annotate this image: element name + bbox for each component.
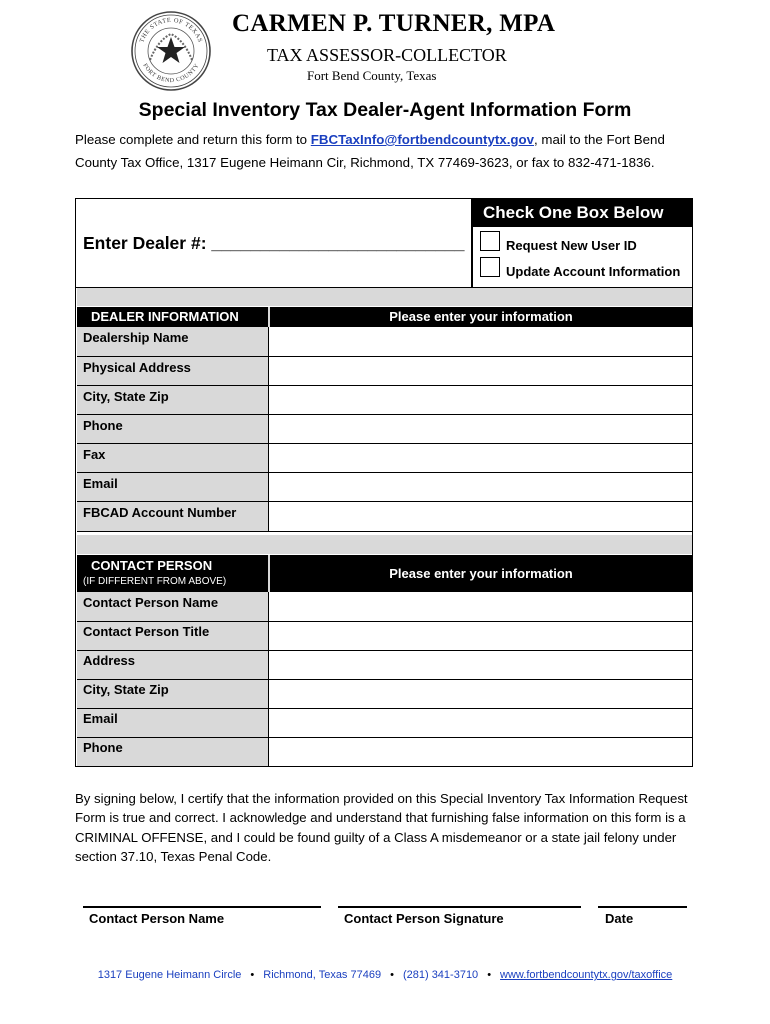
signature-line[interactable] xyxy=(338,906,581,908)
dealer-column-heading: Please enter your information xyxy=(270,307,692,327)
contact-city-state-zip-input[interactable] xyxy=(268,680,692,708)
separator-dot: • xyxy=(487,969,492,981)
field-label-contact-email: Email xyxy=(77,709,268,737)
physical-address-input[interactable] xyxy=(268,357,692,385)
contact-column-heading: Please enter your information xyxy=(270,555,692,592)
signature-line[interactable] xyxy=(598,906,687,908)
field-label-fbcad-account: FBCAD Account Number xyxy=(77,502,268,531)
form-title: Special Inventory Tax Dealer-Agent Information Form xyxy=(138,99,632,121)
footer-address: 1317 Eugene Heimann Circle xyxy=(97,969,242,981)
seal-bottom-text: FORT BEND COUNTY xyxy=(141,62,201,85)
footer-website-link[interactable]: www.fortbendcountytx.gov/taxoffice xyxy=(500,969,673,981)
phone-input[interactable] xyxy=(268,415,692,443)
intro-text-continued: , mail to the Fort Bend County Tax Office, 1317 Eugene Heimann Cir, Richmond, TX 77469-3623, or fax to 832-471-1836. xyxy=(75,132,665,170)
contact-email-input[interactable] xyxy=(268,709,692,737)
footer-city: Richmond, Texas 77469 xyxy=(263,969,382,981)
request-new-user-label: Request New User ID xyxy=(506,238,637,253)
field-label-email: Email xyxy=(77,473,268,501)
separator-dot: • xyxy=(390,969,394,981)
fax-input[interactable] xyxy=(268,444,692,472)
intro-text: Please complete and return this form to xyxy=(75,132,311,147)
contact-title-input[interactable] xyxy=(268,622,692,650)
form-instructions xyxy=(75,128,675,174)
field-label-city-state-zip: City, State Zip xyxy=(77,386,268,414)
date-label: Date xyxy=(605,911,634,926)
field-label-contact-phone: Phone xyxy=(77,738,268,766)
update-account-checkbox[interactable] xyxy=(480,257,500,277)
official-name: CARMEN P. TURNER, MPA xyxy=(232,10,556,37)
request-new-user-checkbox[interactable] xyxy=(480,231,500,251)
field-label-fax: Fax xyxy=(77,444,268,472)
row-divider xyxy=(77,531,692,532)
certification-statement: By signing below, I certify that the information provided on this Special Inventory Tax Information Request Form is true and correct. I acknowledge and understand that furnishing false information on this form is a CRIMINAL OFFENSE, and I could be found guilty of a Class A misdemeanor or a state jail felony under section 37.10, Texas Penal Code. xyxy=(75,791,688,864)
email-input[interactable] xyxy=(268,473,692,501)
city-state-zip-input[interactable] xyxy=(268,386,692,414)
spacer-band xyxy=(77,535,692,554)
dealer-number-field[interactable]: Enter Dealer #: __________________________ xyxy=(83,233,465,253)
contact-signature-label: Contact Person Signature xyxy=(344,911,504,926)
check-box-heading: Check One Box Below xyxy=(473,199,692,227)
official-role: TAX ASSESSOR-COLLECTOR xyxy=(267,45,507,65)
footer xyxy=(0,969,770,981)
email-link[interactable]: FBCTaxInfo@fortbendcountytx.gov xyxy=(310,132,535,147)
field-label-physical-address: Physical Address xyxy=(77,357,268,385)
address-input[interactable] xyxy=(268,651,692,679)
contact-person-subtitle: (IF DIFFERENT FROM ABOVE) xyxy=(83,576,227,587)
spacer-band xyxy=(77,288,692,306)
dealer-information-heading: DEALER INFORMATION xyxy=(77,307,268,327)
contact-name-input[interactable] xyxy=(268,592,692,621)
field-label-contact-name: Contact Person Name xyxy=(77,592,268,621)
field-label-dealership-name: Dealership Name xyxy=(77,327,268,356)
update-account-label: Update Account Information xyxy=(506,264,681,279)
contact-person-title: CONTACT PERSON xyxy=(91,558,213,573)
fbcad-account-input[interactable] xyxy=(268,502,692,531)
separator-dot: • xyxy=(250,969,255,981)
field-label-contact-title: Contact Person Title xyxy=(77,622,268,650)
contact-phone-input[interactable] xyxy=(268,738,692,766)
field-label-address: Address xyxy=(77,651,268,679)
county-name: Fort Bend County, Texas xyxy=(307,68,437,83)
signature-line[interactable] xyxy=(83,906,321,908)
footer-phone: (281) 341-3710 xyxy=(402,969,479,981)
dealership-name-input[interactable] xyxy=(268,327,692,356)
contact-name-signature-label: Contact Person Name xyxy=(89,911,225,926)
seal-top-text: THE STATE OF TEXAS xyxy=(138,16,204,44)
field-label-phone: Phone xyxy=(77,415,268,443)
contact-person-heading xyxy=(77,555,268,592)
field-label-contact-city-state-zip: City, State Zip xyxy=(77,680,268,708)
county-seal xyxy=(130,10,212,92)
